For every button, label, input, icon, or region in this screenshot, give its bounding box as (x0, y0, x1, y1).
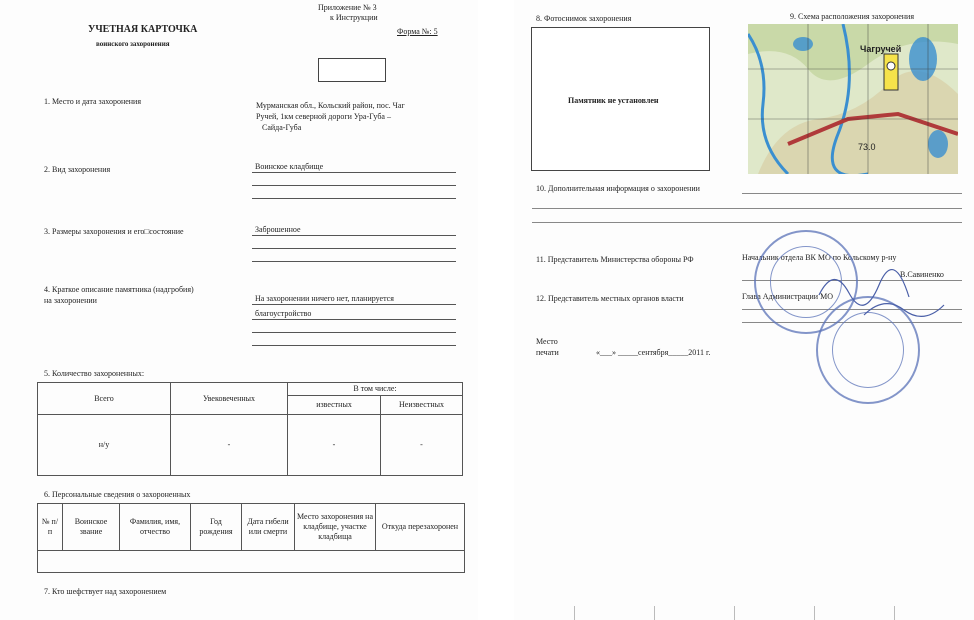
date-line: «___» _____сентября_____2011 г. (596, 348, 711, 357)
header-immortalized: Увековеченных (171, 383, 288, 415)
personal-data-table (37, 503, 465, 573)
underline (252, 319, 456, 320)
col-burial-place: Место захоронения на кладбище, участке кладбища (295, 504, 376, 551)
cell-immortalized: - (171, 415, 288, 476)
underline (252, 198, 456, 199)
section4-label-line2: на захоронении (44, 296, 97, 305)
cell-total: н/у (38, 415, 171, 476)
underline (252, 304, 456, 305)
right-page (514, 0, 974, 620)
underline (252, 261, 456, 262)
map-lake (909, 37, 937, 81)
burial-count-table (37, 382, 463, 476)
cell-unknown: - (381, 415, 463, 476)
section7-label: 7. Кто шефствует над захоронением (44, 587, 167, 596)
burial-location-map (748, 24, 958, 174)
col-birth-year: Год рождения (191, 504, 242, 551)
signature (814, 255, 964, 335)
section6-label: 6. Персональные сведения о захороненных (44, 490, 191, 499)
underline (532, 222, 962, 223)
underline (252, 235, 456, 236)
section1-value-line2: Ручей, 1км северной дороги Ура-Губа – (256, 112, 391, 121)
scan-tick (894, 606, 895, 620)
card-title: УЧЕТНАЯ КАРТОЧКА (88, 24, 198, 35)
section3-value: Заброшенное (255, 225, 301, 234)
scan-tick (814, 606, 815, 620)
appendix-line2: к Инструкции (330, 13, 378, 22)
underline (252, 332, 456, 333)
card-subtitle: воинского захоронения (96, 40, 170, 48)
section12-label: 12. Представитель местных органов власти (536, 294, 684, 303)
section12-value: Глава Администрации МО (742, 292, 833, 301)
marker-dot (887, 62, 895, 70)
left-page (0, 0, 478, 620)
section1-value-line1: Мурманская обл., Кольский район, пос. Чаг (256, 101, 405, 110)
underline (252, 172, 456, 173)
map-lake (928, 130, 948, 158)
page-gap (478, 0, 514, 620)
map-label: Чагручей (860, 44, 902, 54)
underline (532, 208, 962, 209)
underline (252, 185, 456, 186)
header-known: известных (288, 396, 381, 415)
photo-placeholder-text: Памятник не установлен (568, 96, 659, 105)
scan-tick (574, 606, 575, 620)
form-number: Форма №: 5 (397, 27, 438, 36)
col-death-date: Дата гибели или смерти (242, 504, 295, 551)
section4-label-line1: 4. Краткое описание памятника (надгробия) (44, 285, 194, 294)
header-including: В том числе: (288, 383, 463, 396)
section3-label: 3. Размеры захоронения и его□состояние (44, 227, 184, 236)
col-rank: Воинское звание (63, 504, 120, 551)
map-lake (793, 37, 813, 51)
number-box (318, 58, 386, 82)
header-unknown: Неизвестных (381, 396, 463, 415)
scan-tick (734, 606, 735, 620)
section5-label: 5. Количество захороненных: (44, 369, 145, 378)
section2-label: 2. Вид захоронения (44, 165, 111, 174)
seal-label: печати (536, 348, 559, 357)
section11-label: 11. Представитель Министерства обороны РФ (536, 255, 694, 264)
section11-value: Начальник отдела ВК МО по Кольскому р-ну (742, 253, 897, 262)
section10-label: 10. Дополнительная информация о захоронении (536, 184, 700, 193)
scan-tick (654, 606, 655, 620)
cell-known: - (288, 415, 381, 476)
seal-place-label: Место (536, 337, 558, 346)
col-name: Фамилия, имя, отчество (120, 504, 191, 551)
empty-row (38, 550, 465, 572)
section1-label: 1. Место и дата захоронения (44, 97, 142, 106)
appendix-line1: Приложение № 3 (318, 3, 377, 12)
col-reburied-from: Откуда перезахоронен (376, 504, 465, 551)
burial-site-marker (884, 54, 898, 90)
header-total: Всего (38, 383, 171, 415)
photo-box (531, 27, 710, 171)
section11-name: В.Савиненко (900, 270, 944, 279)
section2-value: Воинское кладбище (255, 162, 324, 171)
underline (252, 248, 456, 249)
map-label: 73.0 (858, 142, 876, 152)
section8-label: 8. Фотоснимок захоронения (536, 14, 632, 23)
underline (252, 345, 456, 346)
section9-label: 9. Схема расположения захоронения (790, 12, 915, 21)
section4-value-line2: благоустройство (255, 309, 312, 318)
col-number: № п/п (38, 504, 63, 551)
underline (742, 193, 962, 194)
section1-value-line3: Сайда-Губа (262, 123, 302, 132)
section4-value-line1: На захоронении ничего нет, планируется (255, 294, 394, 303)
